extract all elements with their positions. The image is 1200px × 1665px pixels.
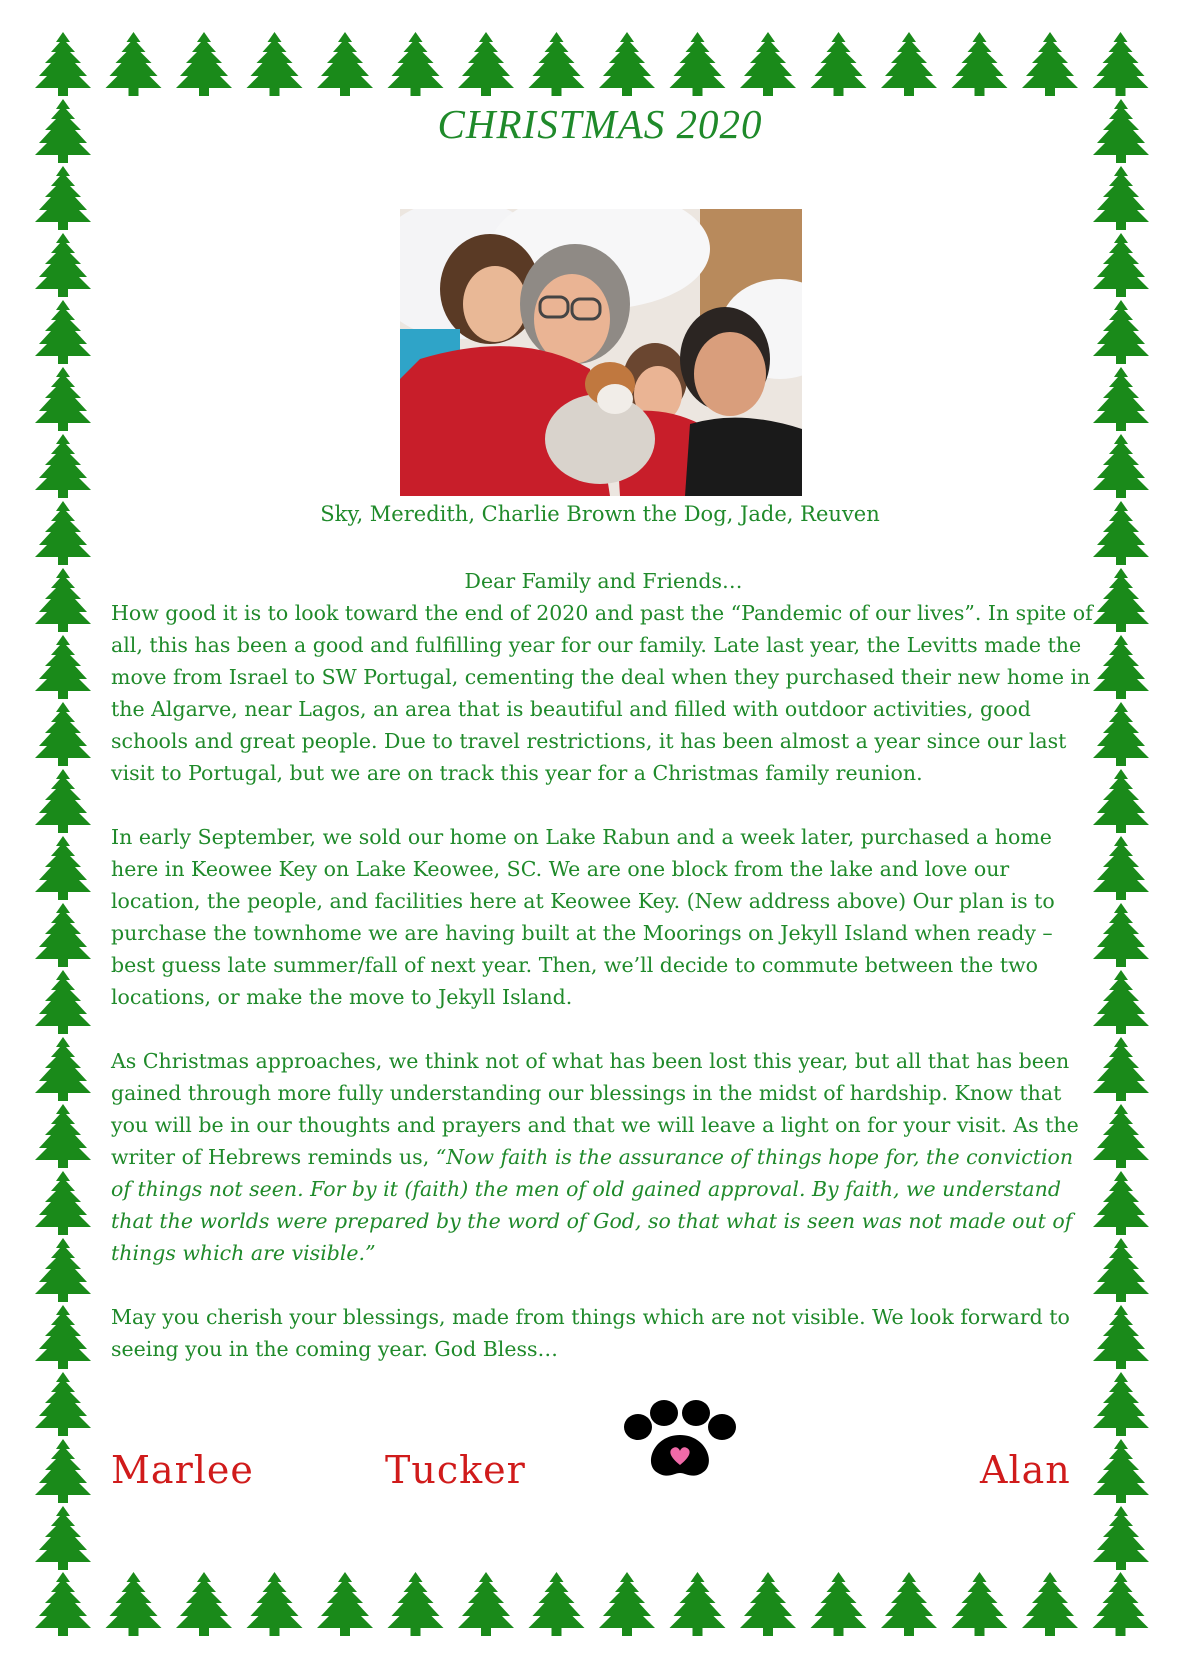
christmas-tree-icon	[35, 166, 91, 230]
christmas-tree-icon	[881, 1572, 937, 1636]
paw-print-icon	[608, 1395, 753, 1485]
christmas-tree-icon	[1093, 1372, 1149, 1436]
christmas-tree-icon	[1093, 434, 1149, 498]
christmas-tree-icon	[35, 1104, 91, 1168]
christmas-tree-icon	[317, 32, 373, 96]
christmas-tree-icon	[1093, 1104, 1149, 1168]
christmas-tree-icon	[811, 1572, 867, 1636]
signature-alan: Alan	[980, 1448, 1071, 1492]
christmas-tree-icon	[35, 32, 91, 96]
christmas-tree-icon	[458, 32, 514, 96]
christmas-tree-icon	[388, 1572, 444, 1636]
paragraph: How good it is to look toward the end of 2020 and past the “Pandemic of our lives”. In spite of all, this has been a good and fulfilling year for our family. Late last year, the Levitts made the move from Israel to SW Portugal, cementing the deal when they purchased their new home in the Algarve, near Lagos, an area that is beautiful and filled with outdoor activities, good schools and great people. Due to travel restrictions, it has been almost a year since our last visit to Portugal, but we are on track this year for a Christmas family reunion.	[111, 601, 1093, 785]
christmas-tree-icon	[670, 1572, 726, 1636]
christmas-tree-icon	[1093, 1305, 1149, 1369]
christmas-tree-icon	[529, 32, 585, 96]
family-photo	[400, 209, 802, 496]
closing-paragraph: May you cherish your blessings, made from things which are not visible. We look forward to seeing you in the coming year. God Bless…	[111, 1305, 1070, 1361]
page-title: CHRISTMAS 2020	[437, 101, 763, 147]
christmas-tree-icon	[1093, 702, 1149, 766]
signature-marlee: Marlee	[111, 1448, 254, 1492]
christmas-tree-icon	[1093, 166, 1149, 230]
greeting: Dear Family and Friends…	[464, 569, 743, 593]
christmas-tree-icon	[1093, 635, 1149, 699]
christmas-tree-icon	[35, 769, 91, 833]
christmas-tree-icon	[106, 1572, 162, 1636]
christmas-tree-icon	[1093, 903, 1149, 967]
christmas-tree-icon	[599, 32, 655, 96]
paragraph	[111, 1045, 1096, 1269]
christmas-tree-icon	[35, 903, 91, 967]
signature-tucker: Tucker	[385, 1448, 526, 1492]
christmas-tree-icon	[1093, 1037, 1149, 1101]
christmas-tree-icon	[1093, 836, 1149, 900]
christmas-tree-icon	[1093, 1439, 1149, 1503]
christmas-tree-icon	[1093, 300, 1149, 364]
christmas-tree-icon	[388, 32, 444, 96]
christmas-tree-icon	[670, 32, 726, 96]
christmas-tree-icon	[1093, 1506, 1149, 1570]
christmas-tree-icon	[811, 32, 867, 96]
christmas-tree-icon	[35, 434, 91, 498]
christmas-tree-icon	[529, 1572, 585, 1636]
christmas-tree-icon	[35, 1238, 91, 1302]
paragraph: In early September, we sold our home on Lake Rabun and a week later, purchased a home here in Keowee Key on Lake Keowee, SC. We are one block from the lake and love our location, the people, and facilities here at Keowee Key. (New address above) Our plan is to purchase the townhome we are having built at the Moorings on Jekyll Island when ready – best guess late summer/fall of next year. Then, we’ll decide to commute between the two locations, or make the move to Jekyll Island.	[111, 825, 1055, 1009]
christmas-tree-icon	[881, 32, 937, 96]
christmas-tree-icon	[35, 1439, 91, 1503]
christmas-tree-icon	[1093, 1171, 1149, 1235]
letter-body	[111, 565, 1096, 1397]
christmas-tree-icon	[35, 300, 91, 364]
christmas-tree-icon	[35, 702, 91, 766]
christmas-tree-icon	[1093, 568, 1149, 632]
christmas-tree-icon	[35, 1037, 91, 1101]
christmas-tree-icon	[35, 1572, 91, 1636]
christmas-tree-icon	[35, 1305, 91, 1369]
christmas-tree-icon	[1093, 970, 1149, 1034]
christmas-tree-icon	[1022, 1572, 1078, 1636]
scripture-quote: “Now faith is the assurance of things hope for, the conviction of things not seen. For by it (faith) the men of old gained approval. By faith, we understand that the worlds were prepared by the word of God, so that what is seen was not made out of things which are visible.”	[111, 1145, 1074, 1265]
christmas-tree-icon	[458, 1572, 514, 1636]
christmas-tree-icon	[1022, 32, 1078, 96]
christmas-tree-icon	[599, 1572, 655, 1636]
christmas-tree-icon	[1093, 1572, 1149, 1636]
photo-caption: Sky, Meredith, Charlie Brown the Dog, Jade, Reuven	[320, 502, 880, 526]
christmas-tree-icon	[952, 32, 1008, 96]
christmas-tree-icon	[35, 1372, 91, 1436]
christmas-tree-icon	[35, 1171, 91, 1235]
christmas-tree-icon	[740, 1572, 796, 1636]
christmas-tree-icon	[176, 32, 232, 96]
christmas-tree-icon	[35, 970, 91, 1034]
christmas-tree-icon	[35, 635, 91, 699]
christmas-tree-icon	[106, 32, 162, 96]
christmas-tree-icon	[35, 233, 91, 297]
christmas-tree-icon	[1093, 32, 1149, 96]
christmas-tree-icon	[1093, 769, 1149, 833]
christmas-tree-icon	[35, 367, 91, 431]
christmas-tree-icon	[35, 1506, 91, 1570]
christmas-tree-icon	[740, 32, 796, 96]
christmas-tree-icon	[317, 1572, 373, 1636]
christmas-tree-icon	[1093, 233, 1149, 297]
christmas-tree-icon	[176, 1572, 232, 1636]
christmas-tree-icon	[247, 1572, 303, 1636]
christmas-tree-icon	[1093, 367, 1149, 431]
christmas-tree-icon	[247, 32, 303, 96]
paragraph-text: As Christmas approaches, we think not of what has been lost this year, but all that has been gained through more fully understanding our blessings in the midst of hardship. Know that you will be in our thoughts and prayers and that we will leave a light on for your visit. As the writer of Hebrews reminds us,	[111, 1049, 1079, 1169]
christmas-tree-icon	[1093, 1238, 1149, 1302]
christmas-tree-icon	[35, 568, 91, 632]
christmas-tree-icon	[35, 836, 91, 900]
christmas-tree-icon	[952, 1572, 1008, 1636]
